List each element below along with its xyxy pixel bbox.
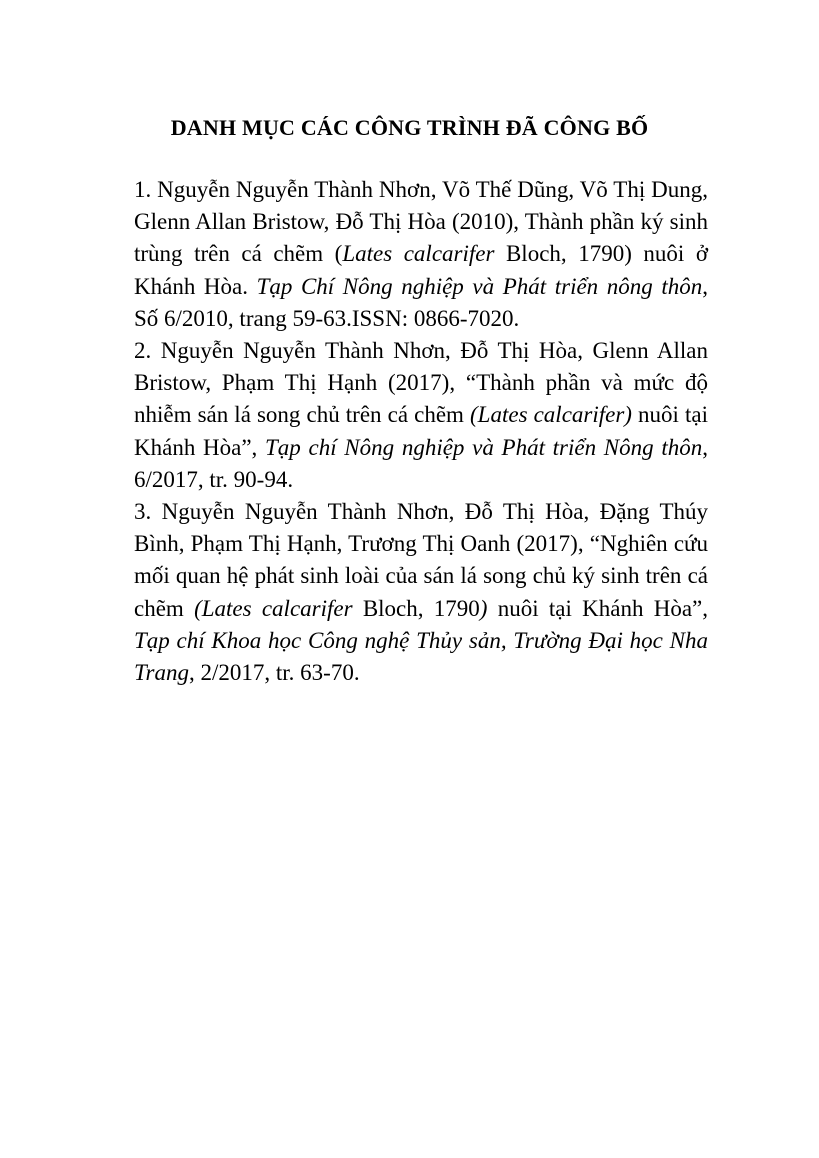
journal-name: Tạp chí Khoa học Công nghệ Thủy sản, Trường Đại học Nha Trang [134,627,708,686]
publication-list [134,174,708,689]
species-name: (Lates calcarifer) [470,402,632,428]
publication-title-close: ) [479,595,488,621]
publication-details: , 2/2017, tr. 63-70. [188,660,360,686]
publication-authors-title: 1. Nguyễn Nguyễn Thành Nhơn, Võ Thế Dũng, Võ Thị Dung, Glenn Allan Bristow, Đỗ Thị Hòa (2010), Thành phần ký sinh trùng trên cá chẽm ( [134,177,708,267]
journal-name: Tạp chí Nông nghiệp và Phát triển Nông thôn [265,434,703,460]
publication-title-rest: nuôi tại Khánh Hòa”, [134,402,708,460]
publication-item [134,496,708,689]
species-name: (Lates calcarifer [194,595,353,621]
journal-name: Tạp Chí Nông nghiệp và Phát triển nông thôn [256,273,703,299]
publication-authors-title: 2. Nguyễn Nguyễn Thành Nhơn, Đỗ Thị Hòa, Glenn Allan Bristow, Phạm Thị Hạnh (2017), “Thành phần và mức độ nhiễm sán lá song chủ trên cá chẽm [134,338,708,428]
publication-title-mid: Bloch, 1790 [352,595,480,621]
publication-item [134,335,708,496]
publication-title-rest: nuôi tại Khánh Hòa”, [487,595,708,621]
publication-item [134,174,708,335]
publication-details: , Số 6/2010, trang 59-63.ISSN: 0866-7020. [134,273,708,331]
species-name: Lates calcarifer [342,241,495,267]
publication-authors-title: 3. Nguyễn Nguyễn Thành Nhơn, Đỗ Thị Hòa, Đặng Thúy Bình, Phạm Thị Hạnh, Trương Thị Oanh (2017), “Nghiên cứu mối quan hệ phát sinh loài của sán lá song chủ ký sinh trên cá chẽm [134,499,708,621]
publication-title-rest: Bloch, 1790) nuôi ở Khánh Hòa. [134,241,708,299]
publication-details: , 6/2017, tr. 90-94. [134,434,708,492]
page-title: DANH MỤC CÁC CÔNG TRÌNH ĐÃ CÔNG BỐ [170,115,649,140]
